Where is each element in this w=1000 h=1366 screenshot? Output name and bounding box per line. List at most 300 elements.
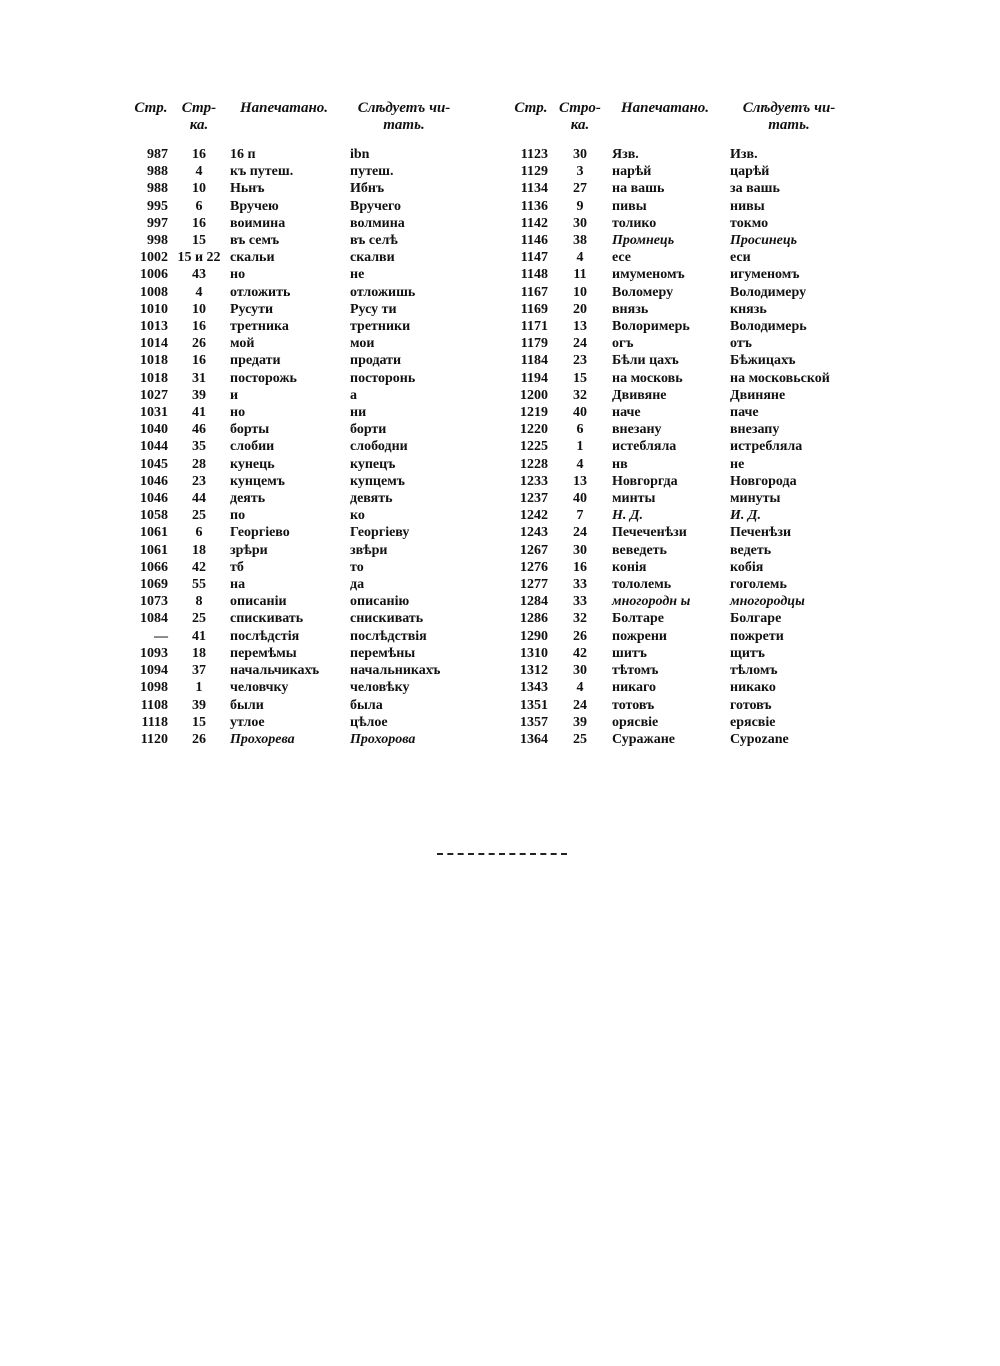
cell-printed: конія bbox=[612, 559, 647, 575]
cell-printed: тѣтомъ bbox=[612, 663, 659, 679]
table-row bbox=[128, 352, 464, 369]
cell-line: 7 bbox=[576, 508, 584, 524]
table-row bbox=[508, 318, 854, 335]
cell-correct: отъ bbox=[730, 336, 752, 352]
cell-line: 55 bbox=[192, 577, 206, 593]
table-row bbox=[128, 318, 464, 335]
table-row bbox=[128, 662, 464, 679]
cell-printed: спискивать bbox=[230, 611, 304, 627]
cell-line: 11 bbox=[573, 267, 587, 283]
cell-correct: Изв. bbox=[730, 147, 758, 162]
cell-printed: внязь bbox=[612, 301, 649, 317]
cell-correct: ibn bbox=[350, 147, 370, 162]
table-row bbox=[128, 198, 464, 215]
cell-correct: царѣй bbox=[730, 164, 770, 180]
cell-printed: истебляла bbox=[612, 439, 677, 455]
table-row bbox=[508, 542, 854, 559]
cell-page: 1242 bbox=[520, 508, 548, 524]
cell-page: 995 bbox=[147, 198, 168, 214]
table-row bbox=[128, 232, 464, 249]
cell-line: 25 bbox=[192, 508, 206, 524]
cell-printed: Язв. bbox=[612, 147, 639, 162]
cell-printed: предати bbox=[230, 353, 281, 369]
table-row bbox=[508, 301, 854, 318]
cell-page: 1044 bbox=[140, 439, 168, 455]
cell-page: 1237 bbox=[520, 491, 548, 507]
cell-page: 1098 bbox=[140, 680, 168, 696]
cell-page: 1171 bbox=[520, 319, 548, 335]
cell-correct: игуменомъ bbox=[730, 267, 800, 283]
cell-page: 1179 bbox=[520, 336, 548, 352]
cell-printed: Печеченѣзи bbox=[612, 525, 687, 541]
cell-correct: ведеть bbox=[730, 542, 772, 558]
cell-correct: И. Д. bbox=[730, 508, 761, 524]
cell-line: 4 bbox=[195, 164, 203, 180]
cell-printed: на bbox=[230, 577, 246, 593]
cell-printed: тотовъ bbox=[612, 697, 655, 713]
decorative-rule bbox=[437, 850, 567, 858]
cell-correct: а bbox=[350, 387, 357, 403]
cell-page: 1073 bbox=[140, 594, 168, 610]
cell-line: 4 bbox=[576, 250, 584, 266]
cell-printed: начальчикахъ bbox=[230, 663, 320, 679]
cell-line: 4 bbox=[195, 284, 203, 300]
table-row bbox=[128, 714, 464, 731]
cell-correct: посторонь bbox=[350, 370, 416, 386]
cell-printed: нарѣй bbox=[612, 164, 652, 180]
cell-line: 20 bbox=[573, 301, 587, 317]
table-row bbox=[508, 335, 854, 352]
cell-printed: борты bbox=[230, 422, 270, 438]
cell-line: 1 bbox=[576, 439, 584, 455]
cell-line: 43 bbox=[192, 267, 206, 283]
cell-correct: девять bbox=[350, 491, 393, 507]
cell-printed: но bbox=[230, 267, 246, 283]
cell-page: 1277 bbox=[520, 577, 548, 593]
table-row bbox=[508, 438, 854, 455]
table-row bbox=[508, 473, 854, 490]
cell-correct: скалви bbox=[350, 250, 395, 266]
cell-printed: шитъ bbox=[612, 645, 647, 661]
table-row bbox=[508, 714, 854, 731]
cell-correct: купцемъ bbox=[350, 473, 405, 489]
cell-correct: тѣломъ bbox=[730, 663, 778, 679]
table-row bbox=[508, 662, 854, 679]
cell-line: 33 bbox=[573, 577, 587, 593]
cell-line: 16 bbox=[192, 353, 206, 369]
table-row bbox=[128, 559, 464, 576]
cell-correct: путеш. bbox=[350, 164, 394, 180]
cell-page: 1200 bbox=[520, 387, 548, 403]
cell-printed: были bbox=[230, 697, 264, 713]
cell-printed: по bbox=[230, 508, 246, 524]
header-printed: Напечатано. bbox=[620, 100, 710, 116]
table-row bbox=[128, 438, 464, 455]
cell-line: 44 bbox=[192, 491, 206, 507]
cell-correct: гоголемь bbox=[730, 577, 787, 593]
cell-page: 988 bbox=[147, 164, 168, 180]
cell-line: 35 bbox=[192, 439, 206, 455]
table-row bbox=[508, 559, 854, 576]
table-row bbox=[128, 284, 464, 301]
cell-correct: готовъ bbox=[730, 697, 772, 713]
table-row bbox=[508, 146, 854, 163]
cell-line: 18 bbox=[192, 542, 206, 558]
cell-page: 1014 bbox=[140, 336, 168, 352]
errata-table-left bbox=[128, 100, 464, 748]
cell-line: 6 bbox=[195, 198, 203, 214]
cell-line: 46 bbox=[192, 422, 206, 438]
cell-printed: Волоримерь bbox=[612, 319, 690, 335]
cell-line: 39 bbox=[573, 714, 587, 730]
cell-line: 31 bbox=[192, 370, 206, 386]
cell-printed: пожрени bbox=[612, 628, 668, 644]
cell-page: 1008 bbox=[140, 284, 168, 300]
cell-correct: ко bbox=[350, 508, 365, 524]
cell-printed: но bbox=[230, 405, 246, 421]
cell-correct: пожрети bbox=[730, 628, 784, 644]
table-row bbox=[508, 593, 854, 610]
cell-page: 1018 bbox=[140, 353, 168, 369]
cell-page: 1094 bbox=[140, 663, 168, 679]
cell-page: 1046 bbox=[140, 491, 168, 507]
table-row bbox=[128, 370, 464, 387]
header-page: Стр. bbox=[134, 100, 168, 116]
cell-line: 24 bbox=[573, 336, 587, 352]
cell-printed: послѣдстія bbox=[230, 628, 300, 644]
cell-line: 40 bbox=[573, 491, 587, 507]
cell-page: 998 bbox=[147, 233, 168, 249]
cell-line: 37 bbox=[192, 663, 206, 679]
cell-line: 16 bbox=[192, 319, 206, 335]
cell-correct: третники bbox=[350, 319, 411, 335]
cell-page: 1118 bbox=[141, 714, 168, 730]
table-row bbox=[508, 507, 854, 524]
table-row bbox=[508, 163, 854, 180]
cell-correct: начальникахъ bbox=[350, 663, 441, 679]
cell-printed: Прохорева bbox=[230, 731, 295, 747]
cell-page: 1312 bbox=[520, 663, 548, 679]
cell-correct: послѣдствія bbox=[350, 628, 427, 644]
cell-correct: Суроzane bbox=[730, 731, 789, 747]
cell-page: 1220 bbox=[520, 422, 548, 438]
cell-correct: Печенѣзи bbox=[730, 525, 792, 541]
cell-correct: отложишь bbox=[350, 284, 416, 300]
cell-page: 1066 bbox=[140, 559, 168, 575]
cell-line: 8 bbox=[195, 594, 203, 610]
cell-correct: въ селѣ bbox=[350, 233, 398, 249]
cell-printed: нв bbox=[612, 456, 628, 472]
cell-page: 1123 bbox=[520, 147, 548, 162]
cell-page: 1058 bbox=[140, 508, 168, 524]
cell-line: 42 bbox=[192, 559, 206, 575]
table-row bbox=[128, 731, 464, 748]
cell-correct: кобія bbox=[730, 559, 764, 575]
cell-printed: деять bbox=[230, 491, 266, 507]
cell-page: 1120 bbox=[140, 731, 168, 747]
table-row bbox=[508, 180, 854, 197]
cell-correct: волмина bbox=[350, 215, 405, 231]
cell-correct: внезапу bbox=[730, 422, 780, 438]
cell-line: 26 bbox=[192, 731, 206, 747]
cell-correct: ни bbox=[350, 405, 367, 421]
table-row bbox=[508, 284, 854, 301]
cell-correct: токмо bbox=[730, 215, 769, 231]
cell-line: 6 bbox=[195, 525, 203, 541]
cell-correct: продати bbox=[350, 353, 402, 369]
cell-page: 1219 bbox=[520, 405, 548, 421]
cell-page: 1284 bbox=[520, 594, 548, 610]
cell-printed: мой bbox=[230, 336, 255, 352]
cell-line: 23 bbox=[192, 473, 206, 489]
table-row bbox=[508, 387, 854, 404]
cell-correct: Бѣжицахъ bbox=[730, 353, 796, 369]
table-row bbox=[128, 576, 464, 593]
cell-correct: никако bbox=[730, 680, 776, 696]
cell-page: 1357 bbox=[520, 714, 548, 730]
cell-page: 1290 bbox=[520, 628, 548, 644]
cell-page: 1061 bbox=[140, 542, 168, 558]
cell-line: 15 bbox=[192, 233, 206, 249]
cell-page: 1136 bbox=[520, 198, 548, 214]
cell-page: 1243 bbox=[520, 525, 548, 541]
cell-correct: была bbox=[350, 697, 383, 713]
cell-correct: истребляла bbox=[730, 439, 803, 455]
header-page: Стр. bbox=[514, 100, 548, 116]
table-row bbox=[128, 215, 464, 232]
cell-page: 997 bbox=[147, 215, 168, 231]
cell-page: 988 bbox=[147, 181, 168, 197]
table-row bbox=[508, 628, 854, 645]
cell-page: 1184 bbox=[520, 353, 548, 369]
cell-printed: тб bbox=[230, 559, 244, 575]
cell-line: 18 bbox=[192, 645, 206, 661]
cell-line: 23 bbox=[573, 353, 587, 369]
cell-printed: слобии bbox=[230, 439, 275, 455]
cell-line: 40 bbox=[573, 405, 587, 421]
cell-line: 26 bbox=[192, 336, 206, 352]
cell-printed: толико bbox=[612, 215, 657, 231]
table-row bbox=[128, 542, 464, 559]
cell-line: 4 bbox=[576, 680, 584, 696]
table-row bbox=[128, 180, 464, 197]
cell-page: 1167 bbox=[520, 284, 548, 300]
cell-printed: отложить bbox=[230, 284, 291, 300]
table-row bbox=[508, 610, 854, 627]
cell-correct: купецъ bbox=[350, 456, 396, 472]
cell-correct: Прохорова bbox=[350, 731, 416, 747]
table-row bbox=[508, 524, 854, 541]
cell-page: 1010 bbox=[140, 301, 168, 317]
cell-printed: къ путеш. bbox=[230, 164, 294, 180]
table-row bbox=[508, 215, 854, 232]
table-row bbox=[508, 576, 854, 593]
cell-printed: имуменомъ bbox=[612, 267, 685, 283]
cell-page: 1194 bbox=[520, 370, 548, 386]
table-row bbox=[128, 266, 464, 283]
cell-line: 33 bbox=[573, 594, 587, 610]
table-row bbox=[128, 335, 464, 352]
cell-correct: слободни bbox=[350, 439, 408, 455]
cell-printed: третника bbox=[230, 319, 289, 335]
table-row bbox=[128, 163, 464, 180]
header-line: Стро-ка. bbox=[559, 100, 601, 133]
table-row bbox=[128, 679, 464, 696]
cell-printed: 16 п bbox=[230, 147, 256, 162]
cell-line: 41 bbox=[192, 405, 206, 421]
cell-line: 41 bbox=[192, 628, 206, 644]
cell-printed: зрѣри bbox=[230, 542, 268, 558]
cell-printed: кунець bbox=[230, 456, 275, 472]
cell-correct: перемѣны bbox=[350, 645, 416, 661]
cell-correct: многородцы bbox=[730, 594, 805, 610]
cell-printed: многородн ы bbox=[612, 594, 691, 610]
cell-line: 13 bbox=[573, 319, 587, 335]
table-row bbox=[508, 404, 854, 421]
cell-page: 1129 bbox=[520, 164, 548, 180]
cell-correct: на московьской bbox=[730, 370, 830, 386]
cell-correct: мои bbox=[350, 336, 375, 352]
cell-printed: Бѣли цахъ bbox=[612, 353, 679, 369]
cell-printed: перемѣмы bbox=[230, 645, 297, 661]
cell-page: 1018 bbox=[140, 370, 168, 386]
table-row bbox=[508, 731, 854, 748]
header-should-read: Слѣдуетъ чи-тать. bbox=[742, 100, 836, 133]
cell-page: 1093 bbox=[140, 645, 168, 661]
cell-page: 1108 bbox=[140, 697, 168, 713]
cell-page: 1006 bbox=[140, 267, 168, 283]
cell-page: 1228 bbox=[520, 456, 548, 472]
cell-printed: посторожь bbox=[230, 370, 297, 386]
cell-printed: орясвіе bbox=[612, 714, 659, 730]
cell-printed: Двивяне bbox=[612, 387, 667, 403]
cell-page: 1351 bbox=[520, 697, 548, 713]
cell-line: 10 bbox=[573, 284, 587, 300]
cell-correct: Володимеру bbox=[730, 284, 807, 300]
cell-printed: въ семъ bbox=[230, 233, 280, 249]
cell-printed: Новгоргда bbox=[612, 473, 678, 489]
cell-page: 1069 bbox=[140, 577, 168, 593]
header-row bbox=[508, 100, 854, 146]
cell-printed: тололемь bbox=[612, 577, 672, 593]
cell-correct: описанію bbox=[350, 594, 410, 610]
table-row bbox=[128, 387, 464, 404]
cell-correct: снискивать bbox=[350, 611, 424, 627]
cell-printed: скальи bbox=[230, 250, 275, 266]
cell-correct: еси bbox=[730, 250, 751, 266]
cell-line: 6 bbox=[576, 422, 584, 438]
cell-page: 1169 bbox=[520, 301, 548, 317]
table-row bbox=[128, 421, 464, 438]
cell-line: 39 bbox=[192, 387, 206, 403]
table-row bbox=[508, 266, 854, 283]
cell-printed: пивы bbox=[612, 198, 647, 214]
cell-line: 4 bbox=[576, 456, 584, 472]
cell-line: 28 bbox=[192, 456, 206, 472]
table-row bbox=[508, 456, 854, 473]
cell-correct: не bbox=[350, 267, 365, 283]
cell-line: 30 bbox=[573, 542, 587, 558]
cell-printed: Промнець bbox=[612, 233, 675, 249]
header-should-read: Слѣдуетъ чи-тать. bbox=[357, 100, 451, 133]
table-row bbox=[128, 524, 464, 541]
cell-line: 25 bbox=[573, 731, 587, 747]
cell-printed: есе bbox=[612, 250, 631, 266]
cell-printed: огъ bbox=[612, 336, 634, 352]
table-row bbox=[508, 421, 854, 438]
cell-printed: никаго bbox=[612, 680, 656, 696]
cell-page: 1310 bbox=[520, 645, 548, 661]
table-row bbox=[128, 628, 464, 645]
cell-correct: звѣри bbox=[350, 542, 388, 558]
table-row bbox=[508, 370, 854, 387]
cell-line: 16 bbox=[192, 215, 206, 231]
cell-correct: да bbox=[350, 577, 365, 593]
cell-line: 32 bbox=[573, 611, 587, 627]
cell-correct: Просинець bbox=[730, 233, 798, 249]
cell-printed: Вручею bbox=[230, 198, 279, 214]
cell-correct: Болгаре bbox=[730, 611, 782, 627]
cell-page: 1276 bbox=[520, 559, 548, 575]
cell-printed: минты bbox=[612, 491, 656, 507]
cell-correct: Володимерь bbox=[730, 319, 807, 335]
cell-line: 15 и 22 bbox=[177, 250, 221, 266]
table-row bbox=[508, 198, 854, 215]
cell-line: 26 bbox=[573, 628, 587, 644]
cell-page: — bbox=[154, 628, 168, 644]
header-row bbox=[128, 100, 464, 146]
table-row bbox=[128, 645, 464, 662]
table-row bbox=[508, 352, 854, 369]
cell-printed: Георгіево bbox=[230, 525, 290, 541]
table-row bbox=[128, 456, 464, 473]
cell-page: 1286 bbox=[520, 611, 548, 627]
cell-line: 15 bbox=[192, 714, 206, 730]
table-row bbox=[128, 507, 464, 524]
cell-line: 16 bbox=[192, 147, 206, 162]
table-row bbox=[508, 490, 854, 507]
cell-printed: Н. Д. bbox=[612, 508, 643, 524]
header-line: Стр-ка. bbox=[181, 100, 217, 133]
cell-line: 30 bbox=[573, 215, 587, 231]
cell-correct: Русу ти bbox=[350, 301, 397, 317]
cell-line: 42 bbox=[573, 645, 587, 661]
cell-page: 1147 bbox=[520, 250, 548, 266]
cell-printed: Суражане bbox=[612, 731, 675, 747]
cell-page: 1061 bbox=[140, 525, 168, 541]
cell-line: 25 bbox=[192, 611, 206, 627]
cell-line: 13 bbox=[573, 473, 587, 489]
table-row bbox=[128, 593, 464, 610]
cell-page: 1027 bbox=[140, 387, 168, 403]
cell-line: 3 bbox=[576, 164, 584, 180]
table-row bbox=[508, 232, 854, 249]
table-row bbox=[128, 301, 464, 318]
cell-line: 24 bbox=[573, 525, 587, 541]
cell-correct: цѣлое bbox=[350, 714, 388, 730]
table-row bbox=[128, 490, 464, 507]
cell-line: 16 bbox=[573, 559, 587, 575]
table-row bbox=[508, 645, 854, 662]
table-row bbox=[508, 679, 854, 696]
errata-table-right bbox=[508, 100, 854, 748]
cell-line: 24 bbox=[573, 697, 587, 713]
cell-printed: Ньнъ bbox=[230, 181, 265, 197]
cell-line: 10 bbox=[192, 301, 206, 317]
cell-printed: кунцемъ bbox=[230, 473, 285, 489]
cell-correct: ерясвіе bbox=[730, 714, 776, 730]
cell-correct: Вручего bbox=[350, 198, 402, 214]
